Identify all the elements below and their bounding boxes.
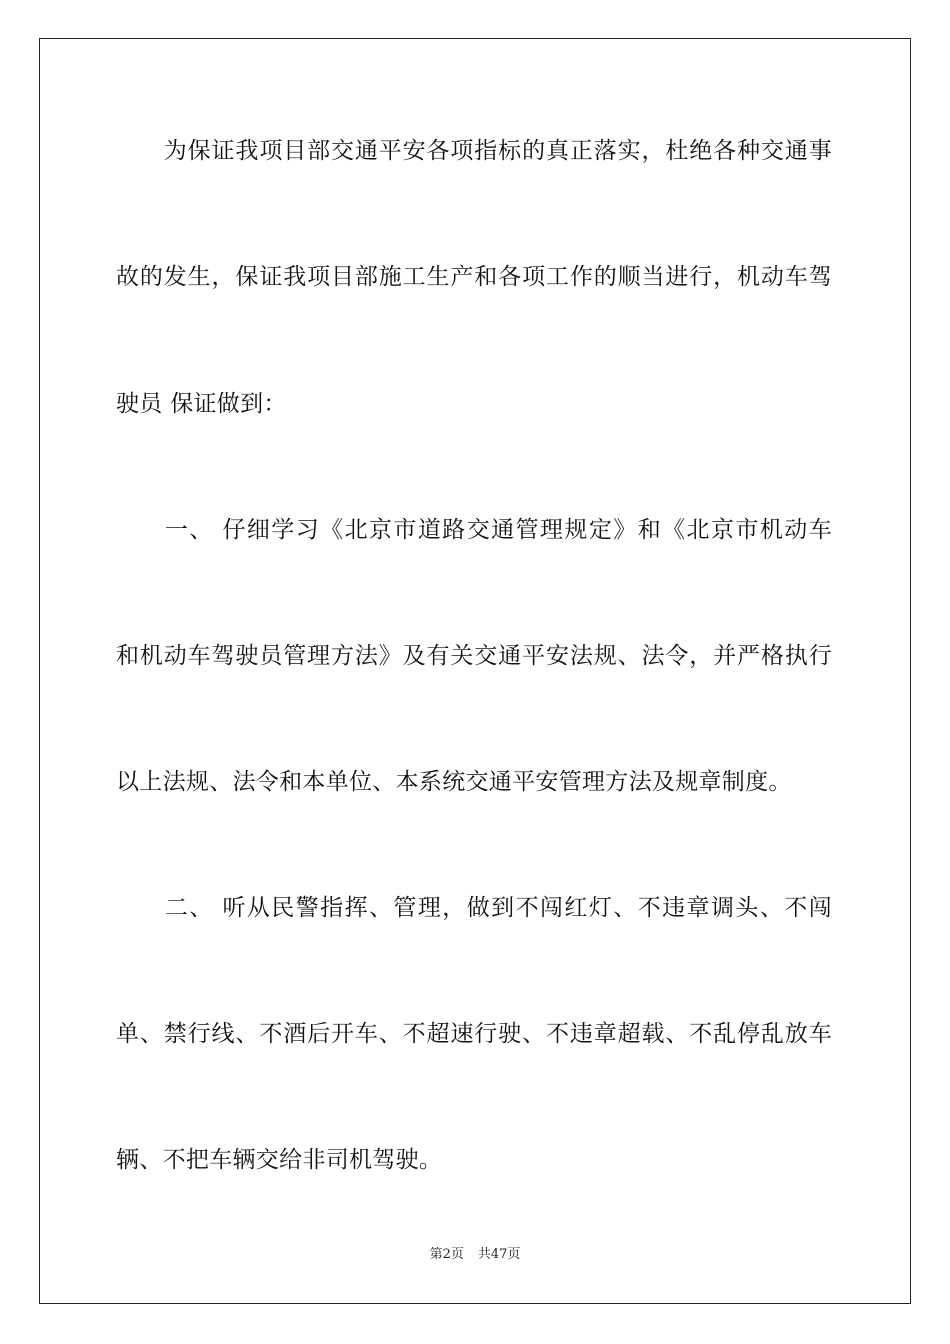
paragraph-2-line-1: 一、 仔细学习《北京市道路交通管理规定》和《北京市机动车 (116, 517, 832, 543)
paragraph-1-line-2: 故的发生，保证我项目部施工生产和各项工作的顺当进行，机动车驾 (116, 264, 832, 290)
paragraph-1-line-1: 为保证我项目部交通平安各项指标的真正落实，杜绝各种交通事 (116, 138, 832, 164)
paragraph-1-line-3: 驶员 保证做到： (116, 391, 287, 417)
paragraph-3-line-2: 单、禁行线、不酒后开车、不超速行驶、不违章超载、不乱停乱放车 (116, 1021, 832, 1047)
paragraph-3-line-1: 二、 听从民警指挥、管理，做到不闯红灯、不违章调头、不闯 (116, 895, 832, 921)
paragraph-2-line-2: 和机动车驾驶员管理方法》及有关交通平安法规、法令，并严格执行 (116, 643, 832, 669)
page-border (39, 38, 911, 1304)
page-total: 共47页 (477, 1247, 521, 1262)
paragraph-2-line-3: 以上法规、法令和本单位、本系统交通平安管理方法及规章制度。 (116, 769, 792, 795)
page-number: 第2页 (429, 1247, 464, 1262)
page-footer (0, 1246, 950, 1264)
paragraph-3-line-3: 辆、不把车辆交给非司机驾驶。 (116, 1147, 443, 1173)
